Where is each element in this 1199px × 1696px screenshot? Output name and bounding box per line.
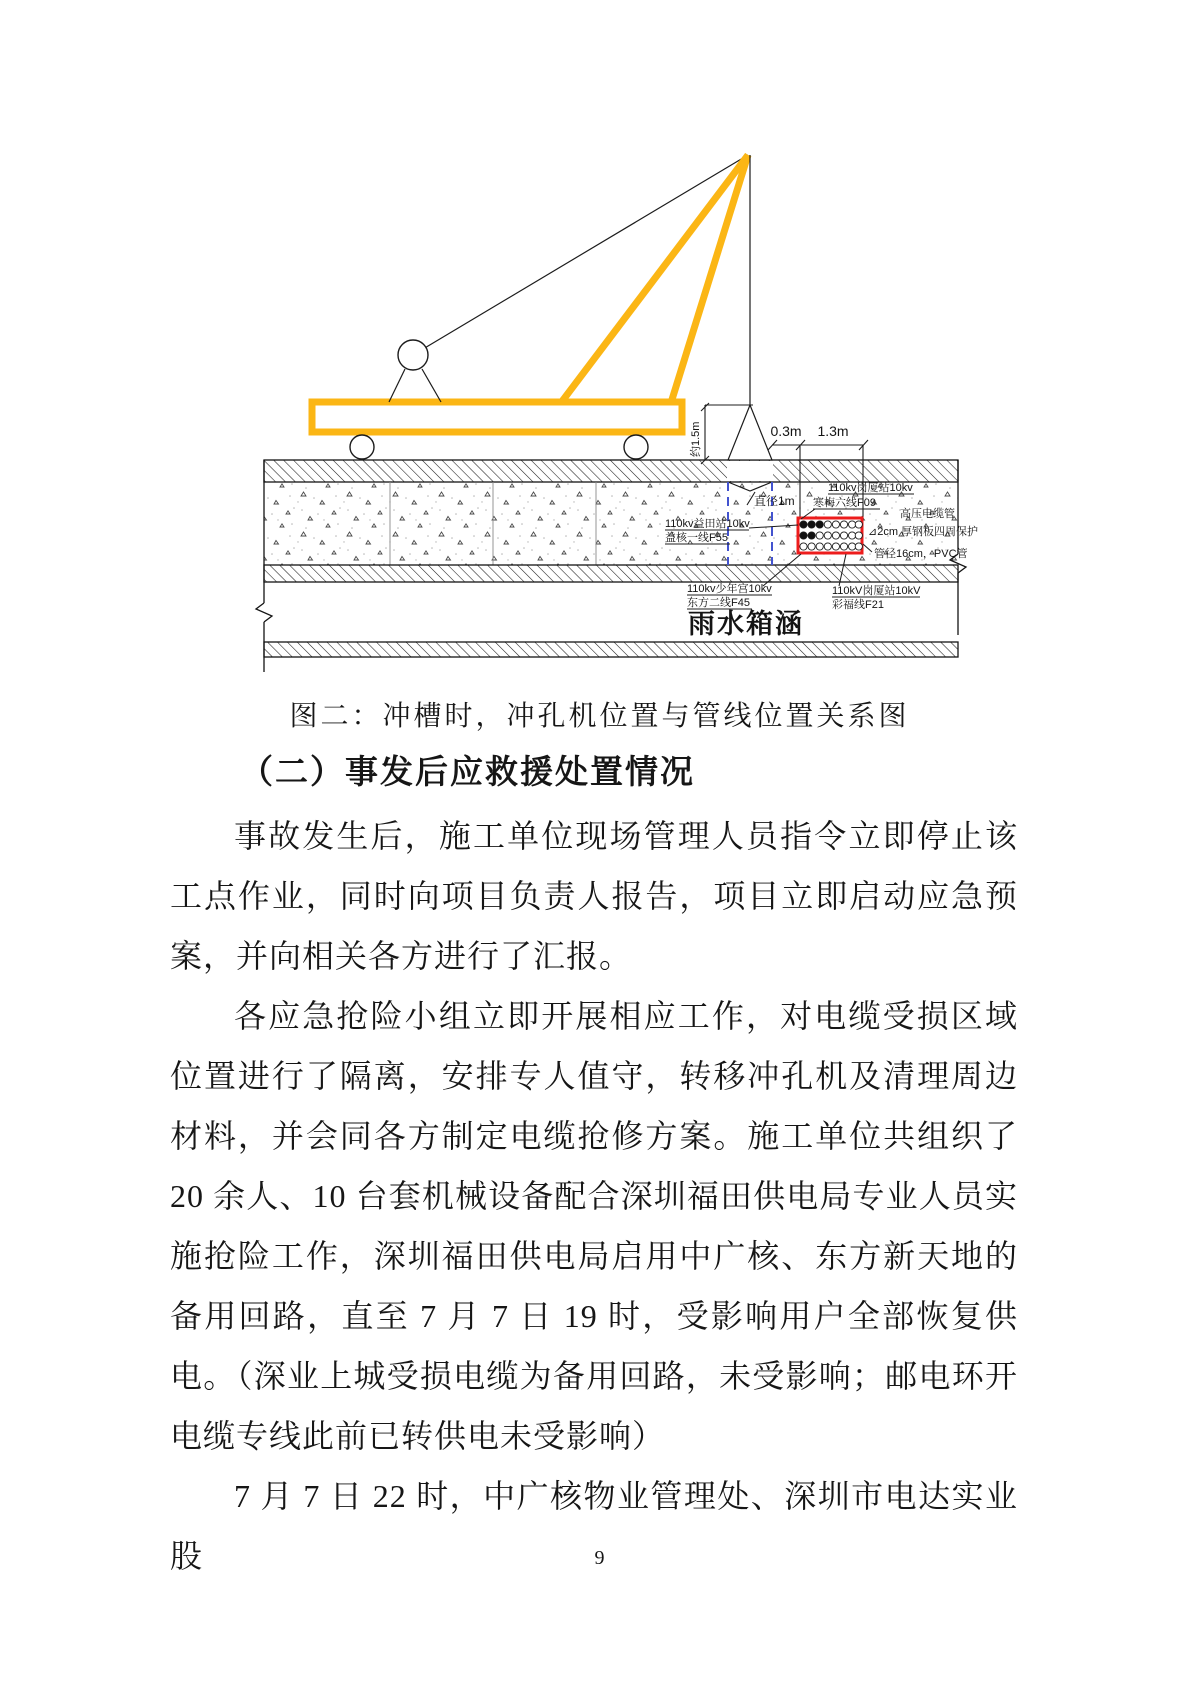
- duct-label-line2: ⊿2cm 厚钢板四周保护: [868, 526, 979, 538]
- punching-machine-crane: [312, 155, 748, 459]
- cable-f55-line1: 110kv益田站10kv: [665, 518, 750, 530]
- cable-f09-line2: 寒梅六线F09: [813, 497, 876, 509]
- crane-winch: [398, 340, 428, 370]
- cable-f45-line1: 110kv少年宫10kv: [687, 583, 772, 595]
- duct-label-line3: 管径16cm，PVC管: [874, 548, 968, 560]
- document-body: [170, 748, 1018, 1586]
- crane-wheel-right: [624, 435, 648, 459]
- paragraph-3: 7 月 7 日 22 时，中广核物业管理处、深圳市电达实业股: [170, 1478, 1018, 1574]
- figure-caption: 图二：冲槽时，冲孔机位置与管线位置关系图: [289, 701, 910, 732]
- figure-diagram: [250, 130, 990, 675]
- crane-boom-front: [560, 155, 748, 404]
- paragraph-2: 各应急抢险小组立即开展相应工作，对电缆受损区域位置进行了隔离，安排专人值守，转移冲孔机及清理周边材料，并会同各方制定电缆抢修方案。施工单位共组织了 20 余人、10 台套机械设备配合深圳福田供电局专业人员实施抢险工作，深圳福田供电局启用中广核、东方新天地的备用回路，直至 7 月 7 日 19 时，受影响用户全部恢复供电。（深业上城受损电缆为备用回路，未受影响；邮电环开电缆专线此前已转供电未受影响）: [170, 998, 1018, 1454]
- culvert-name-label: 雨水箱涵: [688, 609, 804, 639]
- cable-f55-line2: 益核一线F55: [665, 532, 728, 544]
- section-heading: （二）事发后应救援处置情况: [240, 753, 695, 790]
- paragraph-1: 事故发生后，施工单位现场管理人员指令立即停止该工点作业，同时向项目负责人报告，项目立即启动应急预案，并向相关各方进行了汇报。: [170, 818, 1018, 974]
- page-number: 9: [594, 1547, 605, 1569]
- pipeline-position-drawing: [250, 130, 990, 675]
- cable-f45-line2: 东方二线F45: [687, 597, 750, 609]
- cable-f21-line1: 110kV岗厦站10kV: [832, 585, 921, 597]
- culvert-bottom-layer: [264, 565, 958, 582]
- hole-gap: [727, 461, 773, 481]
- drill-chisel: [728, 405, 772, 460]
- duct-label-line1: 高压电缆管: [900, 508, 955, 520]
- road-surface-layer: [264, 460, 958, 482]
- dim-diameter-label: 直径1m: [754, 494, 795, 508]
- crane-boom-rear: [670, 155, 748, 406]
- dim-duct-width-label: 1.3m: [817, 423, 849, 439]
- cable-f09-line1: 110kv岗厦站10kv: [828, 482, 913, 494]
- duct-pipes: [800, 521, 863, 550]
- dim-gap-label: 0.3m: [770, 423, 802, 439]
- lower-stratum-layer: [264, 642, 958, 657]
- dim-depth-label: 约1.5m: [690, 421, 702, 457]
- crane-wheel-left: [350, 435, 374, 459]
- cable-duct-bank: [798, 518, 862, 553]
- crane-body: [312, 402, 682, 432]
- cable-f21-line2: 彩福线F21: [832, 599, 884, 611]
